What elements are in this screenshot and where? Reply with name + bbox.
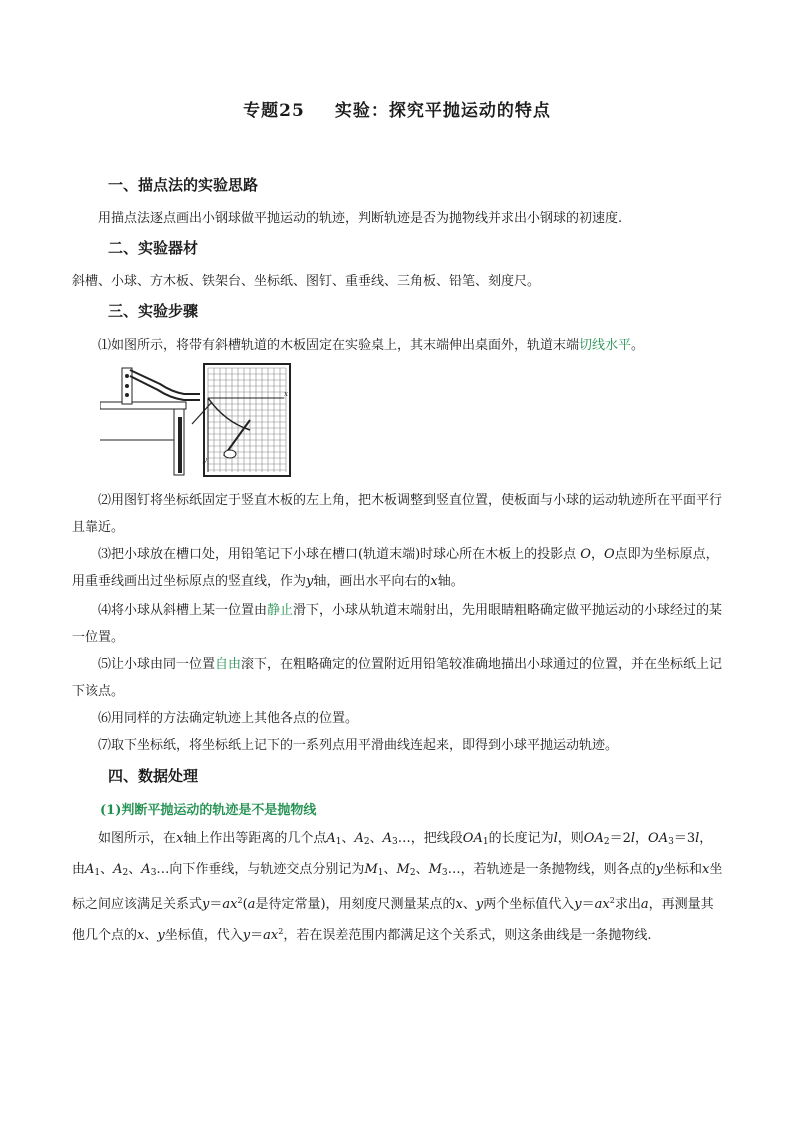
step-2: ⑵用图钉将坐标纸固定于竖直木板的左上角，把木板调整到竖直位置，使板面与小球的运动轨迹所在平面平行且靠近。 xyxy=(72,493,723,535)
highlight-rest: 静止 xyxy=(267,603,294,618)
title-name: 实验：探究平抛运动的特点 xyxy=(334,101,551,121)
step-7: ⑺取下坐标纸，将坐标纸上记下的一系列点用平滑曲线连起来，即得到小球平抛运动轨迹。 xyxy=(98,738,619,753)
figure-axis-x-label: x xyxy=(284,390,288,398)
page-title xyxy=(0,96,794,121)
section-heading-1: 一、描点法的实验思路 xyxy=(108,176,259,194)
apparatus-figure xyxy=(100,362,296,480)
highlight-free: 自由 xyxy=(215,657,242,672)
title-topic: 专题25 xyxy=(243,101,305,121)
section-heading-4: 四、数据处理 xyxy=(108,767,199,785)
step-6: ⑹用同样的方法确定轨迹上其他各点的位置。 xyxy=(98,711,359,726)
step-5: ⑸让小球由同一位置自由滚下，在粗略确定的位置附近用铅笔较准确地描出小球通过的位置，并在坐标纸上记下该点。 xyxy=(72,657,723,699)
figure-axis-y-label: y xyxy=(203,456,207,464)
section-heading-2: 二、实验器材 xyxy=(108,239,199,257)
data-processing-text: 如图所示，在x轴上作出等距离的几个点$A_1$、$A_2$、$A_3\dots$，把线段$OA_1$的长度记为l，则$OA_2=2l$，$OA_3=3l$，由$A_1$、$A_2$、$A_3\dots$向下作垂线，与轨迹交点分别记为$M_1$、$M_2$、$M_3\dots$，若轨迹是一条抛物线，则各点的y坐标和x坐标之间应该满足关系式$y=ax^2(a$是待定常量)，用刻度尺测量某点的x、y两个坐标值代入$y=ax^2$求出a，再测量其他几个点的x、y坐标值，代入$y=ax^2$，若在误差范围内都满足这个关系式，则这条曲线是一条抛物线. xyxy=(72,831,723,943)
section-heading-3: 三、实验步骤 xyxy=(108,302,199,320)
subheading-parabola-check: (1)判断平抛运动的轨迹是不是抛物线 xyxy=(100,803,317,818)
step-1: ⑴如图所示，将带有斜槽轨道的木板固定在实验桌上，其末端伸出桌面外，轨道末端切线水平。 xyxy=(98,338,645,353)
highlight-tangent-horizontal: 切线水平 xyxy=(579,338,632,353)
section-2-text: 斜槽、小球、方木板、铁架台、坐标纸、图钉、重垂线、三角板、铅笔、刻度尺。 xyxy=(72,274,541,289)
step-4: ⑷将小球从斜槽上某一位置由静止滑下，小球从轨道末端射出，先用眼睛粗略确定做平抛运动的小球经过的某一位置。 xyxy=(72,603,723,645)
step-3: ⑶把小球放在槽口处，用铅笔记下小球在槽口(轨道末端)时球心所在木板上的投影点 O，O点即为坐标原点，用重垂线画出过坐标原点的竖直线，作为y轴，画出水平向右的x轴。 xyxy=(72,547,719,589)
section-1-text: 用描点法逐点画出小钢球做平抛运动的轨迹，判断轨迹是否为抛物线并求出小钢球的初速度. xyxy=(98,211,623,226)
